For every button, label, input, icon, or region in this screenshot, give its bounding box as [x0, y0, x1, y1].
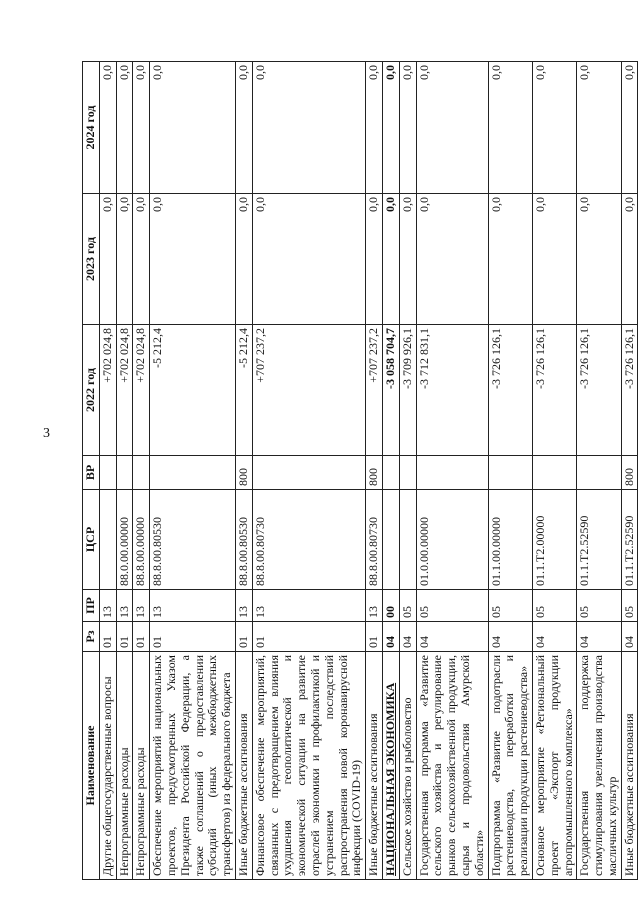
header-2024: 2024 год [83, 62, 100, 194]
cell-rz: 01 [133, 622, 150, 652]
header-2022: 2022 год [83, 325, 100, 456]
cell-vr [382, 456, 399, 490]
cell-y2024: 0,0 [399, 62, 416, 194]
cell-vr [577, 456, 621, 490]
cell-pr: 05 [399, 590, 416, 622]
cell-y2023: 0,0 [382, 194, 399, 325]
cell-vr [532, 456, 576, 490]
table-body [99, 62, 638, 880]
cell-y2024: 0,0 [116, 62, 133, 194]
cell-y2022: +702 024,8 [99, 325, 116, 456]
cell-y2023: 0,0 [252, 194, 365, 325]
cell-name: Сельское хозяйство и рыболовство [399, 652, 416, 880]
cell-pr: 05 [488, 590, 532, 622]
cell-y2024: 0,0 [252, 62, 365, 194]
cell-csr [399, 490, 416, 590]
cell-pr: 13 [150, 590, 236, 622]
cell-y2023: 0,0 [399, 194, 416, 325]
cell-rz: 04 [399, 622, 416, 652]
cell-rz: 01 [116, 622, 133, 652]
table-header-row [83, 62, 100, 880]
cell-pr: 05 [577, 590, 621, 622]
cell-y2022: +707 237,2 [366, 325, 383, 456]
cell-name: Непрограммные расходы [133, 652, 150, 880]
cell-pr: 13 [116, 590, 133, 622]
cell-vr [116, 456, 133, 490]
cell-y2022: -5 212,4 [150, 325, 236, 456]
cell-rz: 01 [366, 622, 383, 652]
table-row [116, 62, 133, 880]
table-row [488, 62, 532, 880]
header-vr: ВР [83, 456, 100, 490]
cell-vr [99, 456, 116, 490]
cell-name: Государственная поддержка стимулирования увеличения производства масличных культур [577, 652, 621, 880]
cell-name: Иные бюджетные ассигнования [235, 652, 252, 880]
header-2023: 2023 год [83, 194, 100, 325]
cell-csr: 01.0.00.00000 [416, 490, 488, 590]
cell-y2023: 0,0 [416, 194, 488, 325]
cell-rz: 04 [577, 622, 621, 652]
cell-pr: 05 [532, 590, 576, 622]
cell-y2024: 0,0 [577, 62, 621, 194]
table-row [150, 62, 236, 880]
cell-rz: 04 [382, 622, 399, 652]
cell-name: Другие общегосударственные вопросы [99, 652, 116, 880]
cell-pr: 13 [235, 590, 252, 622]
cell-pr: 00 [382, 590, 399, 622]
table-row [621, 62, 638, 880]
header-pr: ПР [83, 590, 100, 622]
cell-y2022: -3 058 704,7 [382, 325, 399, 456]
cell-vr: 800 [235, 456, 252, 490]
cell-y2024: 0,0 [488, 62, 532, 194]
cell-csr: 01.1.Т2.52590 [621, 490, 638, 590]
cell-csr [382, 490, 399, 590]
cell-y2023: 0,0 [488, 194, 532, 325]
cell-y2022: -3 726 126,1 [577, 325, 621, 456]
cell-y2023: 0,0 [577, 194, 621, 325]
cell-y2024: 0,0 [416, 62, 488, 194]
cell-y2024: 0,0 [621, 62, 638, 194]
cell-name: Иные бюджетные ассигнования [366, 652, 383, 880]
cell-rz: 01 [252, 622, 365, 652]
cell-y2024: 0,0 [366, 62, 383, 194]
page-number: 3 [43, 426, 50, 441]
cell-y2022: +702 024,8 [133, 325, 150, 456]
table-row [366, 62, 383, 880]
cell-csr: 88.0.00.00000 [116, 490, 133, 590]
header-name: Наименование [83, 652, 100, 880]
budget-table [82, 61, 638, 880]
cell-y2022: +702 024,8 [116, 325, 133, 456]
table-row [577, 62, 621, 880]
cell-name: НАЦИОНАЛЬНАЯ ЭКОНОМИКА [382, 652, 399, 880]
cell-y2022: -3 726 126,1 [532, 325, 576, 456]
cell-rz: 04 [416, 622, 488, 652]
cell-y2024: 0,0 [532, 62, 576, 194]
cell-vr [488, 456, 532, 490]
cell-vr [133, 456, 150, 490]
cell-csr: 88.8.00.80530 [150, 490, 236, 590]
cell-csr: 88.8.00.00000 [133, 490, 150, 590]
table-row [99, 62, 116, 880]
table-row [252, 62, 365, 880]
cell-y2024: 0,0 [99, 62, 116, 194]
cell-rz: 04 [488, 622, 532, 652]
cell-vr [150, 456, 236, 490]
cell-csr: 01.1.Т2.00000 [532, 490, 576, 590]
cell-name: Государственная программа «Развитие сельского хозяйства и регулирование рынков сельскохозяйственной продукции, сырья и продовольствия Амурской области» [416, 652, 488, 880]
cell-rz: 01 [99, 622, 116, 652]
cell-y2024: 0,0 [150, 62, 236, 194]
header-rz: Рз [83, 622, 100, 652]
cell-name: Финансовое обеспечение мероприятий, связанных с предотвращением влияния ухудшения геополитической и экономической ситуации на развитие отраслей экономики и профилактикой и устранением последствий распространения новой коронавирусной инфекции (COVID-19) [252, 652, 365, 880]
cell-rz: 04 [621, 622, 638, 652]
cell-y2022: -3 726 126,1 [621, 325, 638, 456]
cell-name: Основное мероприятие «Региональный проект «Экспорт продукции агропромышленного комплекса» [532, 652, 576, 880]
cell-y2022: -5 212,4 [235, 325, 252, 456]
cell-vr: 800 [366, 456, 383, 490]
cell-pr: 05 [416, 590, 488, 622]
cell-csr: 88.8.00.80730 [252, 490, 365, 590]
cell-name: Иные бюджетные ассигнования [621, 652, 638, 880]
cell-csr: 88.8.00.80530 [235, 490, 252, 590]
cell-y2023: 0,0 [99, 194, 116, 325]
table-row [382, 62, 399, 880]
cell-y2023: 0,0 [150, 194, 236, 325]
cell-y2023: 0,0 [133, 194, 150, 325]
cell-y2023: 0,0 [116, 194, 133, 325]
cell-y2022: -3 709 926,1 [399, 325, 416, 456]
cell-pr: 13 [133, 590, 150, 622]
cell-y2023: 0,0 [366, 194, 383, 325]
cell-vr [416, 456, 488, 490]
cell-rz: 01 [235, 622, 252, 652]
budget-table-container [82, 62, 636, 880]
cell-pr: 05 [621, 590, 638, 622]
cell-csr [99, 490, 116, 590]
cell-pr: 13 [366, 590, 383, 622]
cell-vr [252, 456, 365, 490]
cell-name: Подпрограмма «Развитие подотрасли растениеводства, переработки и реализации продукции растениеводства» [488, 652, 532, 880]
header-csr: ЦСР [83, 490, 100, 590]
cell-y2023: 0,0 [235, 194, 252, 325]
cell-y2024: 0,0 [133, 62, 150, 194]
cell-csr: 01.1.Т2.52590 [577, 490, 621, 590]
table-row [133, 62, 150, 880]
cell-name: Непрограммные расходы [116, 652, 133, 880]
cell-rz: 04 [532, 622, 576, 652]
cell-y2022: -3 726 126,1 [488, 325, 532, 456]
table-row [399, 62, 416, 880]
cell-y2022: -3 712 831,1 [416, 325, 488, 456]
cell-y2024: 0,0 [382, 62, 399, 194]
cell-name: Обеспечение мероприятий национальных проектов, предусмотренных Указом Президента Российской Федерации, а также соглашений о предоставлении субсидий (иных межбюджетных трансфертов) из федерального бюджета [150, 652, 236, 880]
cell-vr [399, 456, 416, 490]
cell-rz: 01 [150, 622, 236, 652]
table-row [235, 62, 252, 880]
cell-pr: 13 [252, 590, 365, 622]
cell-y2022: +707 237,2 [252, 325, 365, 456]
cell-pr: 13 [99, 590, 116, 622]
cell-y2024: 0,0 [235, 62, 252, 194]
table-row [416, 62, 488, 880]
cell-y2023: 0,0 [532, 194, 576, 325]
cell-csr: 01.1.00.00000 [488, 490, 532, 590]
cell-csr: 88.8.00.80730 [366, 490, 383, 590]
cell-y2023: 0,0 [621, 194, 638, 325]
cell-vr: 800 [621, 456, 638, 490]
table-row [532, 62, 576, 880]
